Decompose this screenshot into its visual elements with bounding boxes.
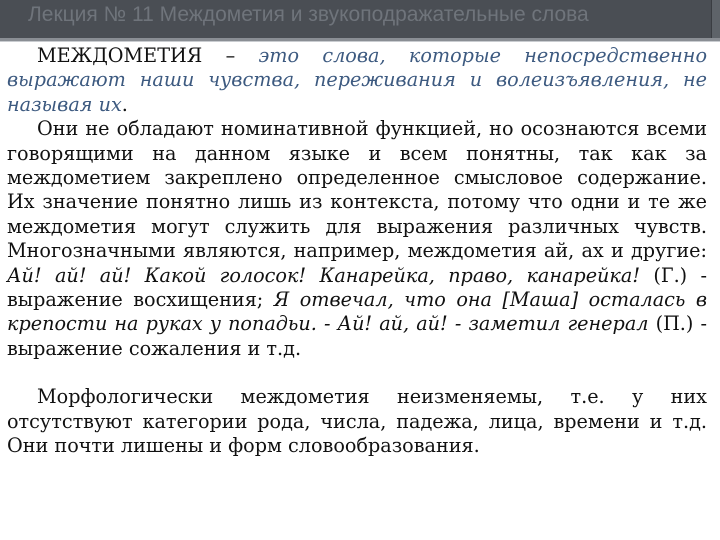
explanation-paragraph	[7, 117, 707, 361]
slide-title-bar	[0, 0, 720, 38]
paragraph-spacer	[7, 361, 707, 385]
slide-body	[7, 44, 707, 459]
title-divider-thin	[0, 41, 720, 42]
explanation-text-3: (П.) - выражение сожаления и т.д.	[7, 312, 707, 360]
definition-end: .	[121, 92, 128, 116]
title-bar-corner	[711, 0, 720, 38]
definition-paragraph	[7, 44, 707, 117]
explanation-text-1: Они не обладают номинативной функцией, но осознаются всеми говорящими на данном языке и всем понятны, так как за междометием закреплено определенное смысловое содержание. Их значение понятно лишь из контекста, потому что одни и те же междометия могут служить для выражения различных чувств. Многозначными являются, например, междометия ай, ах и другие:	[7, 117, 707, 263]
slide-title: Лекция № 11 Междометия и звукоподражательные слова	[28, 3, 589, 26]
definition-text: это слова, которые непосредственно выражают наши чувства, переживания и волеизъявления, не называя их	[7, 44, 708, 116]
term-dash: –	[202, 44, 259, 67]
explanation-text-2: (Г.) - выражение восхищения;	[7, 263, 707, 312]
morphology-paragraph	[7, 385, 707, 458]
term: МЕЖДОМЕТИЯ	[37, 44, 203, 67]
morphology-text: Морфологически междометия неизменяемы, т.е. у них отсутствуют категории рода, числа, падежа, лица, времени и т.д. Они почти лишены и форм словообразования.	[7, 385, 707, 458]
example-quote-2: Я отвечал, что она [Маша] осталась в крепости на руках у попадьи. - Ай! ай, ай! - заметил генерал	[7, 288, 707, 336]
example-quote-1: Ай! ай! ай! Какой голосок! Канарейка, право, канарейка!	[7, 263, 641, 287]
